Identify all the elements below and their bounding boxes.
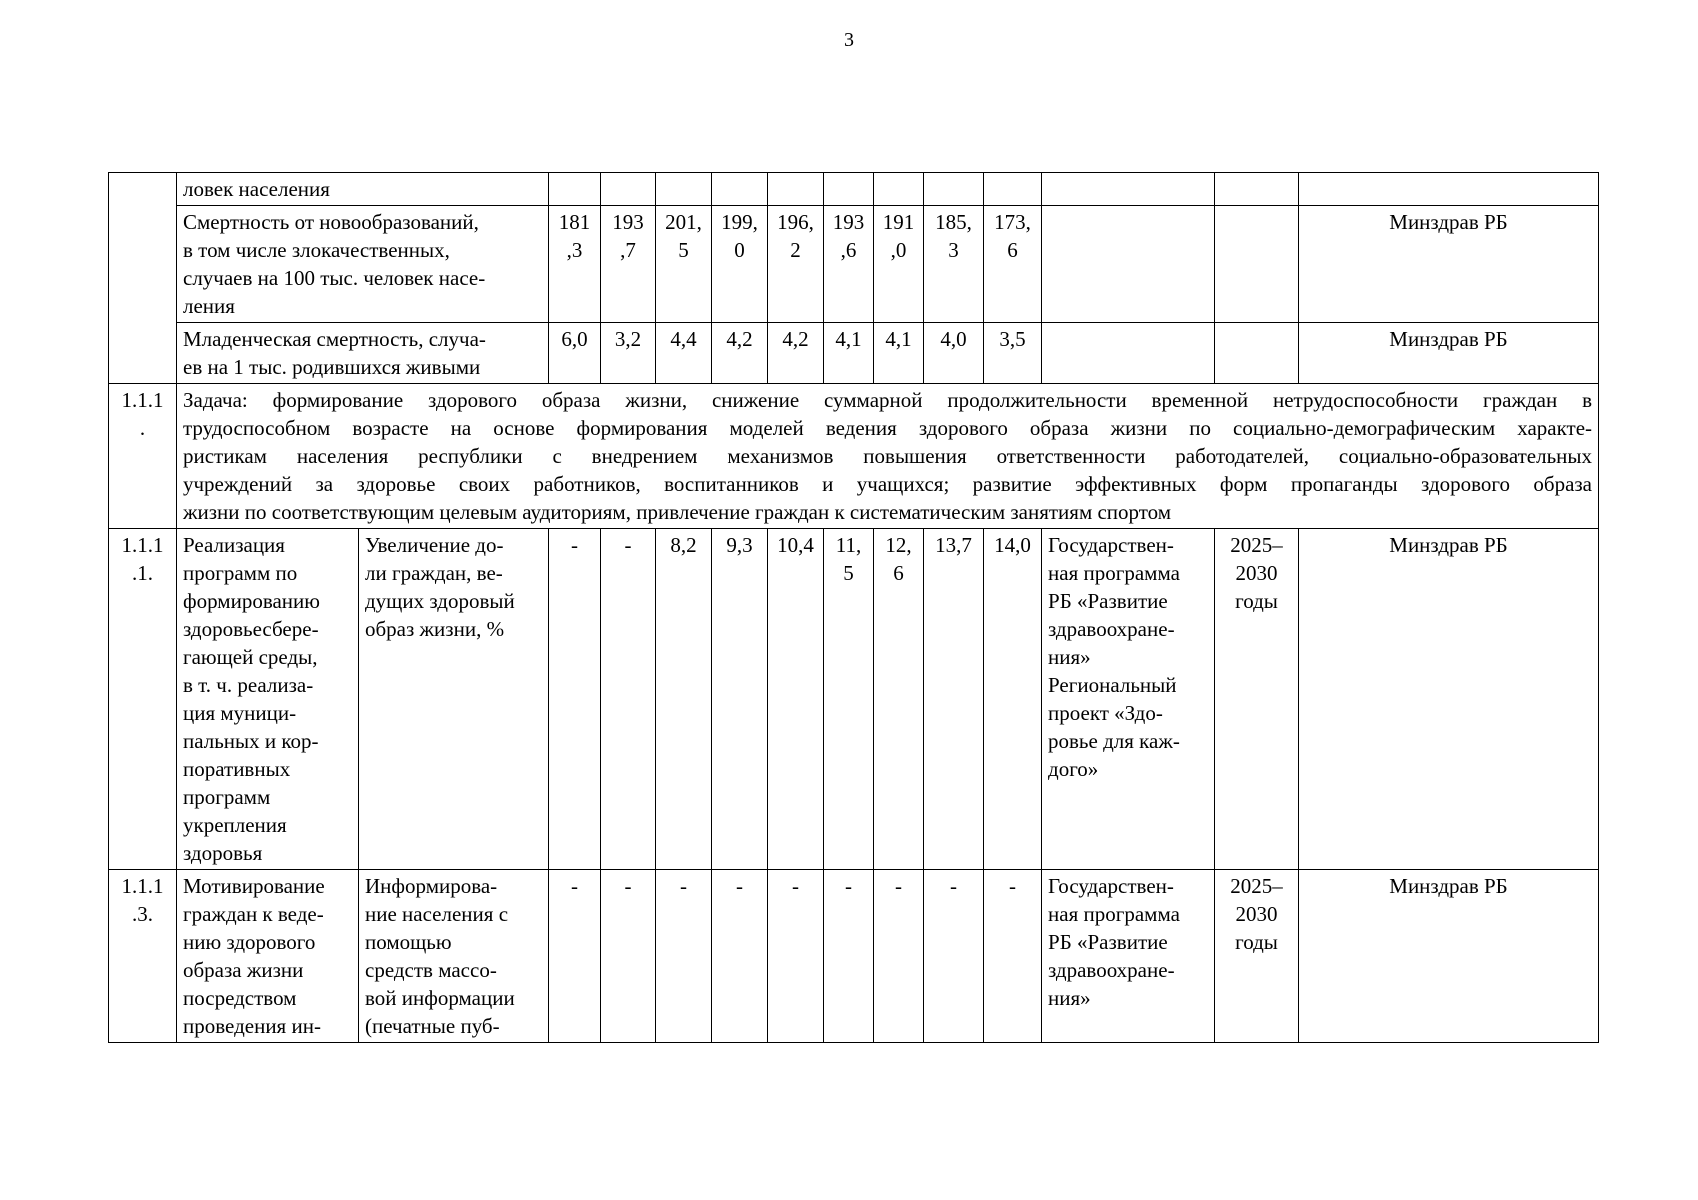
value-cell: 9,3 <box>712 529 768 870</box>
value-cell: 4,2 <box>768 323 824 384</box>
task-line: трудоспособном возрасте на основе формирования моделей ведения здорового образа жизни по социально-демографическим характе- <box>183 416 1593 440</box>
value-cell: - <box>984 870 1042 1043</box>
value-cell <box>924 173 984 206</box>
value-cell: 3,2 <box>601 323 656 384</box>
value-cell: 191 ,0 <box>874 206 924 323</box>
measure-cell: Мотивирование граждан к веде- нию здорового образа жизни посредством проведения ин- <box>177 870 359 1043</box>
value-cell: 8,2 <box>656 529 712 870</box>
period-cell <box>1215 173 1299 206</box>
task-line: жизни по соответствующим целевым аудиториям, привлечение граждан к систематическим занятиям спортом <box>183 500 1172 524</box>
period-cell <box>1215 323 1299 384</box>
code-cell <box>109 173 177 384</box>
measure-cell: Реализация программ по формированию здоровьесбере- гающей среды, в т. ч. реализа- ция муници- пальных и кор- поративных программ укрепления здоровья <box>177 529 359 870</box>
period-cell: 2025– 2030 годы <box>1215 870 1299 1043</box>
value-cell: - <box>768 870 824 1043</box>
responsible-cell: Минздрав РБ <box>1299 529 1599 870</box>
value-cell: 181 ,3 <box>549 206 601 323</box>
value-cell: 4,1 <box>824 323 874 384</box>
value-cell: - <box>549 870 601 1043</box>
value-cell <box>712 173 768 206</box>
value-cell: 14,0 <box>984 529 1042 870</box>
table-row <box>109 173 1599 206</box>
program-cell <box>1042 173 1215 206</box>
value-cell: 4,1 <box>874 323 924 384</box>
responsible-cell <box>1299 173 1599 206</box>
indicator-cell <box>177 173 549 206</box>
value-cell: - <box>824 870 874 1043</box>
value-cell <box>824 173 874 206</box>
measure-row <box>109 529 1599 870</box>
value-cell: 193 ,7 <box>601 206 656 323</box>
value-cell: 4,0 <box>924 323 984 384</box>
value-cell: - <box>656 870 712 1043</box>
indicator-line: ления <box>183 294 235 318</box>
indicator-line: в том числе злокачественных, <box>183 238 450 262</box>
value-cell: 11, 5 <box>824 529 874 870</box>
value-cell: 13,7 <box>924 529 984 870</box>
value-cell <box>656 173 712 206</box>
value-cell: 3,5 <box>984 323 1042 384</box>
indicator-cell: Увеличение до- ли граждан, ве- дущих здоровый образ жизни, % <box>359 529 549 870</box>
indicator-cell <box>177 323 549 384</box>
value-cell: 201, 5 <box>656 206 712 323</box>
value-cell: - <box>549 529 601 870</box>
indicator-line: Смертность от новообразований, <box>183 210 479 234</box>
page-number: 3 <box>844 29 854 51</box>
responsible-cell: Минздрав РБ <box>1299 870 1599 1043</box>
value-cell: 10,4 <box>768 529 824 870</box>
value-cell <box>874 173 924 206</box>
task-line: учреждений за здоровье своих работников, воспитанников и учащихся; развитие эффективных форм пропаганды здорового образа <box>183 472 1593 496</box>
value-cell <box>601 173 656 206</box>
value-cell <box>984 173 1042 206</box>
value-cell: 6,0 <box>549 323 601 384</box>
value-cell: 199, 0 <box>712 206 768 323</box>
period-cell: 2025– 2030 годы <box>1215 529 1299 870</box>
value-cell <box>549 173 601 206</box>
value-cell: - <box>601 870 656 1043</box>
code-cell: 1.1.1 .3. <box>109 870 177 1043</box>
value-cell: 173, 6 <box>984 206 1042 323</box>
program-cell: Государствен- ная программа РБ «Развитие здравоохране- ния» Региональный проект «Здо- ровье для каж- дого» <box>1042 529 1215 870</box>
value-cell: - <box>874 870 924 1043</box>
value-cell: 12, 6 <box>874 529 924 870</box>
value-cell: - <box>712 870 768 1043</box>
program-cell <box>1042 323 1215 384</box>
table-row <box>109 323 1599 384</box>
indicator-line: случаев на 100 тыс. человек насе- <box>183 266 486 290</box>
value-cell: 193 ,6 <box>824 206 874 323</box>
task-line: ристикам населения республики с внедрением механизмов повышения ответственности работодателей, социально-образовательных <box>183 444 1593 468</box>
indicator-line: ловек населения <box>183 177 330 201</box>
value-cell: - <box>924 870 984 1043</box>
value-cell <box>768 173 824 206</box>
indicator-line: ев на 1 тыс. родившихся живыми <box>183 355 481 379</box>
value-cell: 4,2 <box>712 323 768 384</box>
task-cell <box>177 384 1599 529</box>
measure-row <box>109 870 1599 1043</box>
measures-table <box>108 172 1599 1043</box>
indicator-cell: Информирова- ние населения с помощью средств массо- вой информации (печатные пуб- <box>359 870 549 1043</box>
indicator-cell <box>177 206 549 323</box>
responsible-cell: Минздрав РБ <box>1299 323 1599 384</box>
program-cell <box>1042 206 1215 323</box>
task-row <box>109 384 1599 529</box>
indicator-line: Младенческая смертность, случа- <box>183 327 486 351</box>
table-row <box>109 206 1599 323</box>
value-cell: - <box>601 529 656 870</box>
value-cell: 185, 3 <box>924 206 984 323</box>
period-cell <box>1215 206 1299 323</box>
responsible-cell: Минздрав РБ <box>1299 206 1599 323</box>
value-cell: 196, 2 <box>768 206 824 323</box>
program-cell: Государствен- ная программа РБ «Развитие здравоохране- ния» <box>1042 870 1215 1043</box>
code-cell: 1.1.1 . <box>109 384 177 529</box>
value-cell: 4,4 <box>656 323 712 384</box>
code-cell: 1.1.1 .1. <box>109 529 177 870</box>
task-line: Задача: формирование здорового образа жизни, снижение суммарной продолжительности временной нетрудоспособности граждан в <box>183 388 1593 412</box>
